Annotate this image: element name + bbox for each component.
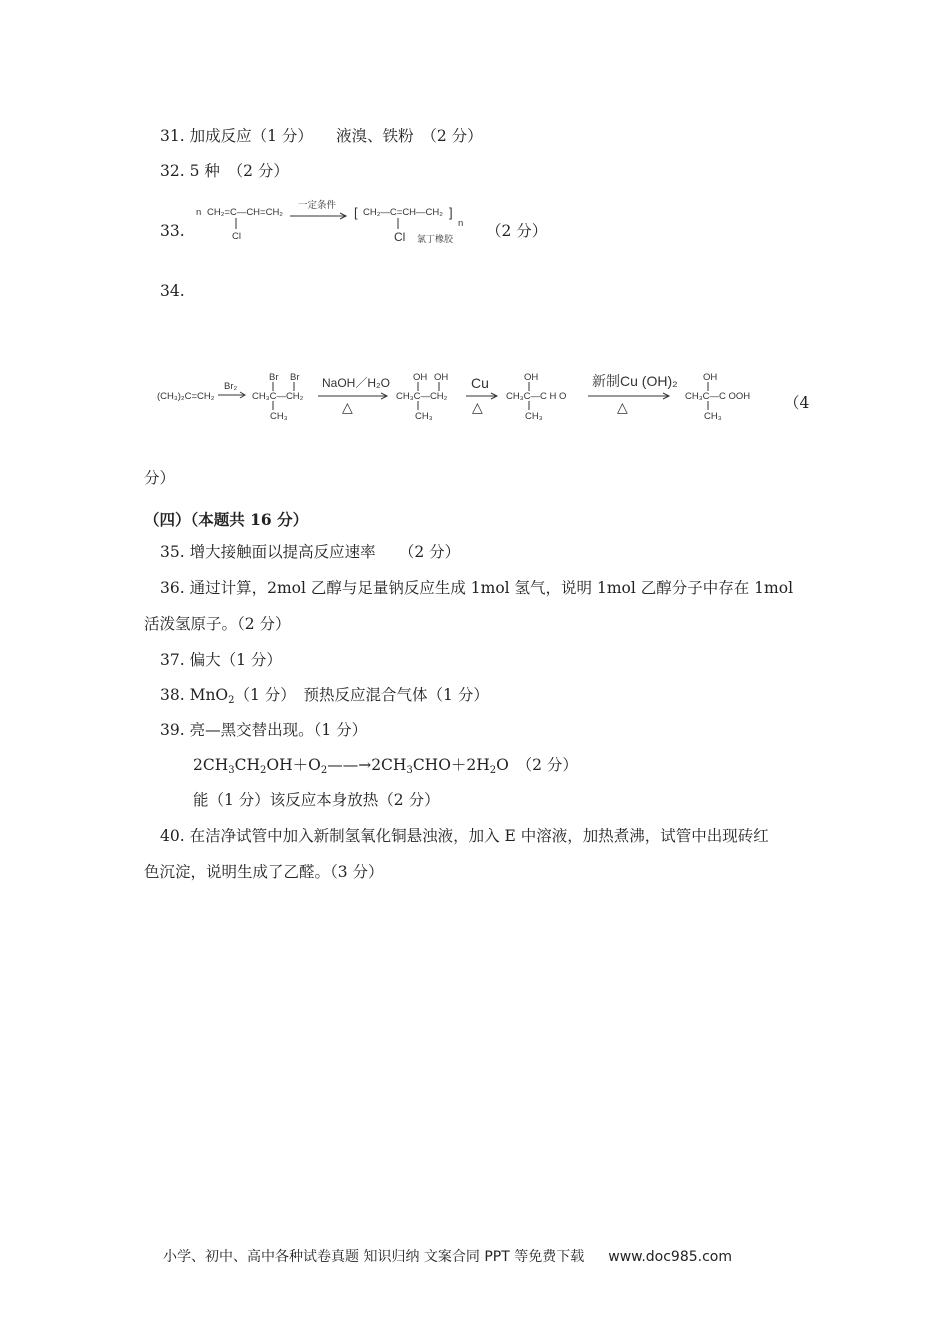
answer-33-score: （2 分） [486,222,548,240]
reaction-33-bracket-left: [ [354,205,358,220]
eq-sub-j: 2 [489,765,497,776]
section-heading: （四）（本题共 16 分） [144,510,309,529]
answer-39-extra: 能（1 分）该反应本身放热（2 分） [193,791,440,809]
scheme-34-diol-main: CH₃C—CH₂ [396,391,448,402]
page-footer [163,1246,732,1266]
scheme-34-reagent-br2: Br₂ [224,381,238,392]
reaction-33-product-cl: Cl [394,230,406,244]
answer-37: 37. 偏大（1 分） [160,651,282,669]
scheme-34-isobutene: (CH₃)₂C=CH₂ [157,391,215,402]
answer-32: 32. 5 种 （2 分） [160,162,289,180]
eq-part-a: 2CH [193,756,229,774]
reaction-33-arrow [290,212,350,222]
scheme-34-arrow-4 [588,393,672,401]
answer-31: 31. 加成反应（1 分） 液溴、铁粉 （2 分） [160,127,483,145]
reaction-33-product-bond [397,218,399,230]
reaction-33-product-n: n [458,218,464,229]
scheme-34-arrow-1 [218,392,248,400]
footer-link[interactable]: www.doc985.com [608,1249,732,1265]
scheme-34-acid-ch3: CH₃ [704,411,722,422]
answer-38-post: （1 分） 预热反应混合气体（1 分） [234,686,489,704]
eq-part-i: CHO＋2H [412,756,490,774]
answer-38 [160,685,489,705]
reaction-33-reactant: CH₂=C—CH=CH₂ [207,207,283,218]
reaction-33-product: CH₂—C=CH—CH₂ [363,207,443,218]
eq-sub-b: 3 [228,765,235,776]
answer-38-sub: 2 [228,695,235,706]
scheme-34-diol-oh-1: OH [413,372,428,383]
eq-sub-d: 2 [260,765,267,776]
scheme-34-acid-oh: OH [703,372,718,383]
scheme-34-aldehyde-oh: OH [524,372,539,383]
scheme-34-heat-2: △ [342,399,353,415]
scheme-34-dibromide-br-1: Br [269,372,279,383]
scheme-34-aldehyde-main: CH₃C—C H O [506,391,567,402]
answer-33-number: 33. [160,222,185,240]
scheme-34-reagent-naoh: NaOH／H₂O [322,376,390,390]
answer-34-score-b: 分） [144,469,176,487]
scheme-34-diol-ch3: CH₃ [415,411,433,422]
reaction-33-reactant-bond [235,218,237,230]
scheme-34-aldehyde-ch3: CH₃ [525,411,543,422]
scheme-34-acid-main: CH₃C—C OOH [685,391,751,402]
reaction-33-reactant-cl: Cl [232,231,241,242]
scheme-34-heat-4: △ [617,399,628,415]
footer-text: 小学、初中、高中各种试卷真题 知识归纳 文案合同 PPT 等免费下载 [163,1249,585,1265]
answer-40-line-2: 色沉淀，说明生成了乙醛。（3 分） [144,863,384,881]
answer-39: 39. 亮—黑交替出现。（1 分） [160,721,368,739]
answer-34-number: 34. [160,282,185,300]
eq-part-c: CH [234,756,261,774]
answer-35: 35. 增大接触面以提高反应速率 （2 分） [160,543,461,561]
reaction-33-bracket-right: ] [449,205,453,220]
scheme-34-reagent-cuoh2: 新制Cu (OH)₂ [592,373,678,389]
reaction-33-n: n [196,207,202,218]
answer-34-score-a: （4 [784,394,810,412]
eq-part-e: OH＋O [266,756,321,774]
eq-sub-f: 2 [320,765,328,776]
reaction-33-product-name: 氯丁橡胶 [417,234,454,244]
scheme-34-dibromide-main: CH₃C—CH₂ [252,391,304,402]
scheme-34-heat-3: △ [472,399,483,415]
reaction-33-condition: 一定条件 [298,200,337,211]
eq-part-g: ——→2CH [327,756,407,774]
scheme-34-arrow-2 [318,393,390,401]
eq-part-k: O （2 分） [496,756,578,774]
scheme-34-dibromide-ch3: CH₃ [270,411,288,422]
answer-39-equation [193,755,578,775]
answer-36-line-2: 活泼氢原子。（2 分） [144,615,291,633]
answer-40-line-1: 40. 在洁净试管中加入新制氢氧化铜悬浊液，加入 E 中溶液，加热煮沸，试管中出现砖红 [160,827,769,845]
eq-sub-h: 3 [406,765,413,776]
scheme-34-reagent-cu: Cu [471,375,489,391]
scheme-34-diol-oh-2: OH [434,372,449,383]
answer-36-line-1: 36. 通过计算，2mol 乙醇与足量钠反应生成 1mol 氢气，说明 1mol 乙醇分子中存在 1mol [160,579,794,597]
answer-38-pre: 38. MnO [160,686,229,704]
scheme-34-dibromide-br-2: Br [290,372,300,383]
